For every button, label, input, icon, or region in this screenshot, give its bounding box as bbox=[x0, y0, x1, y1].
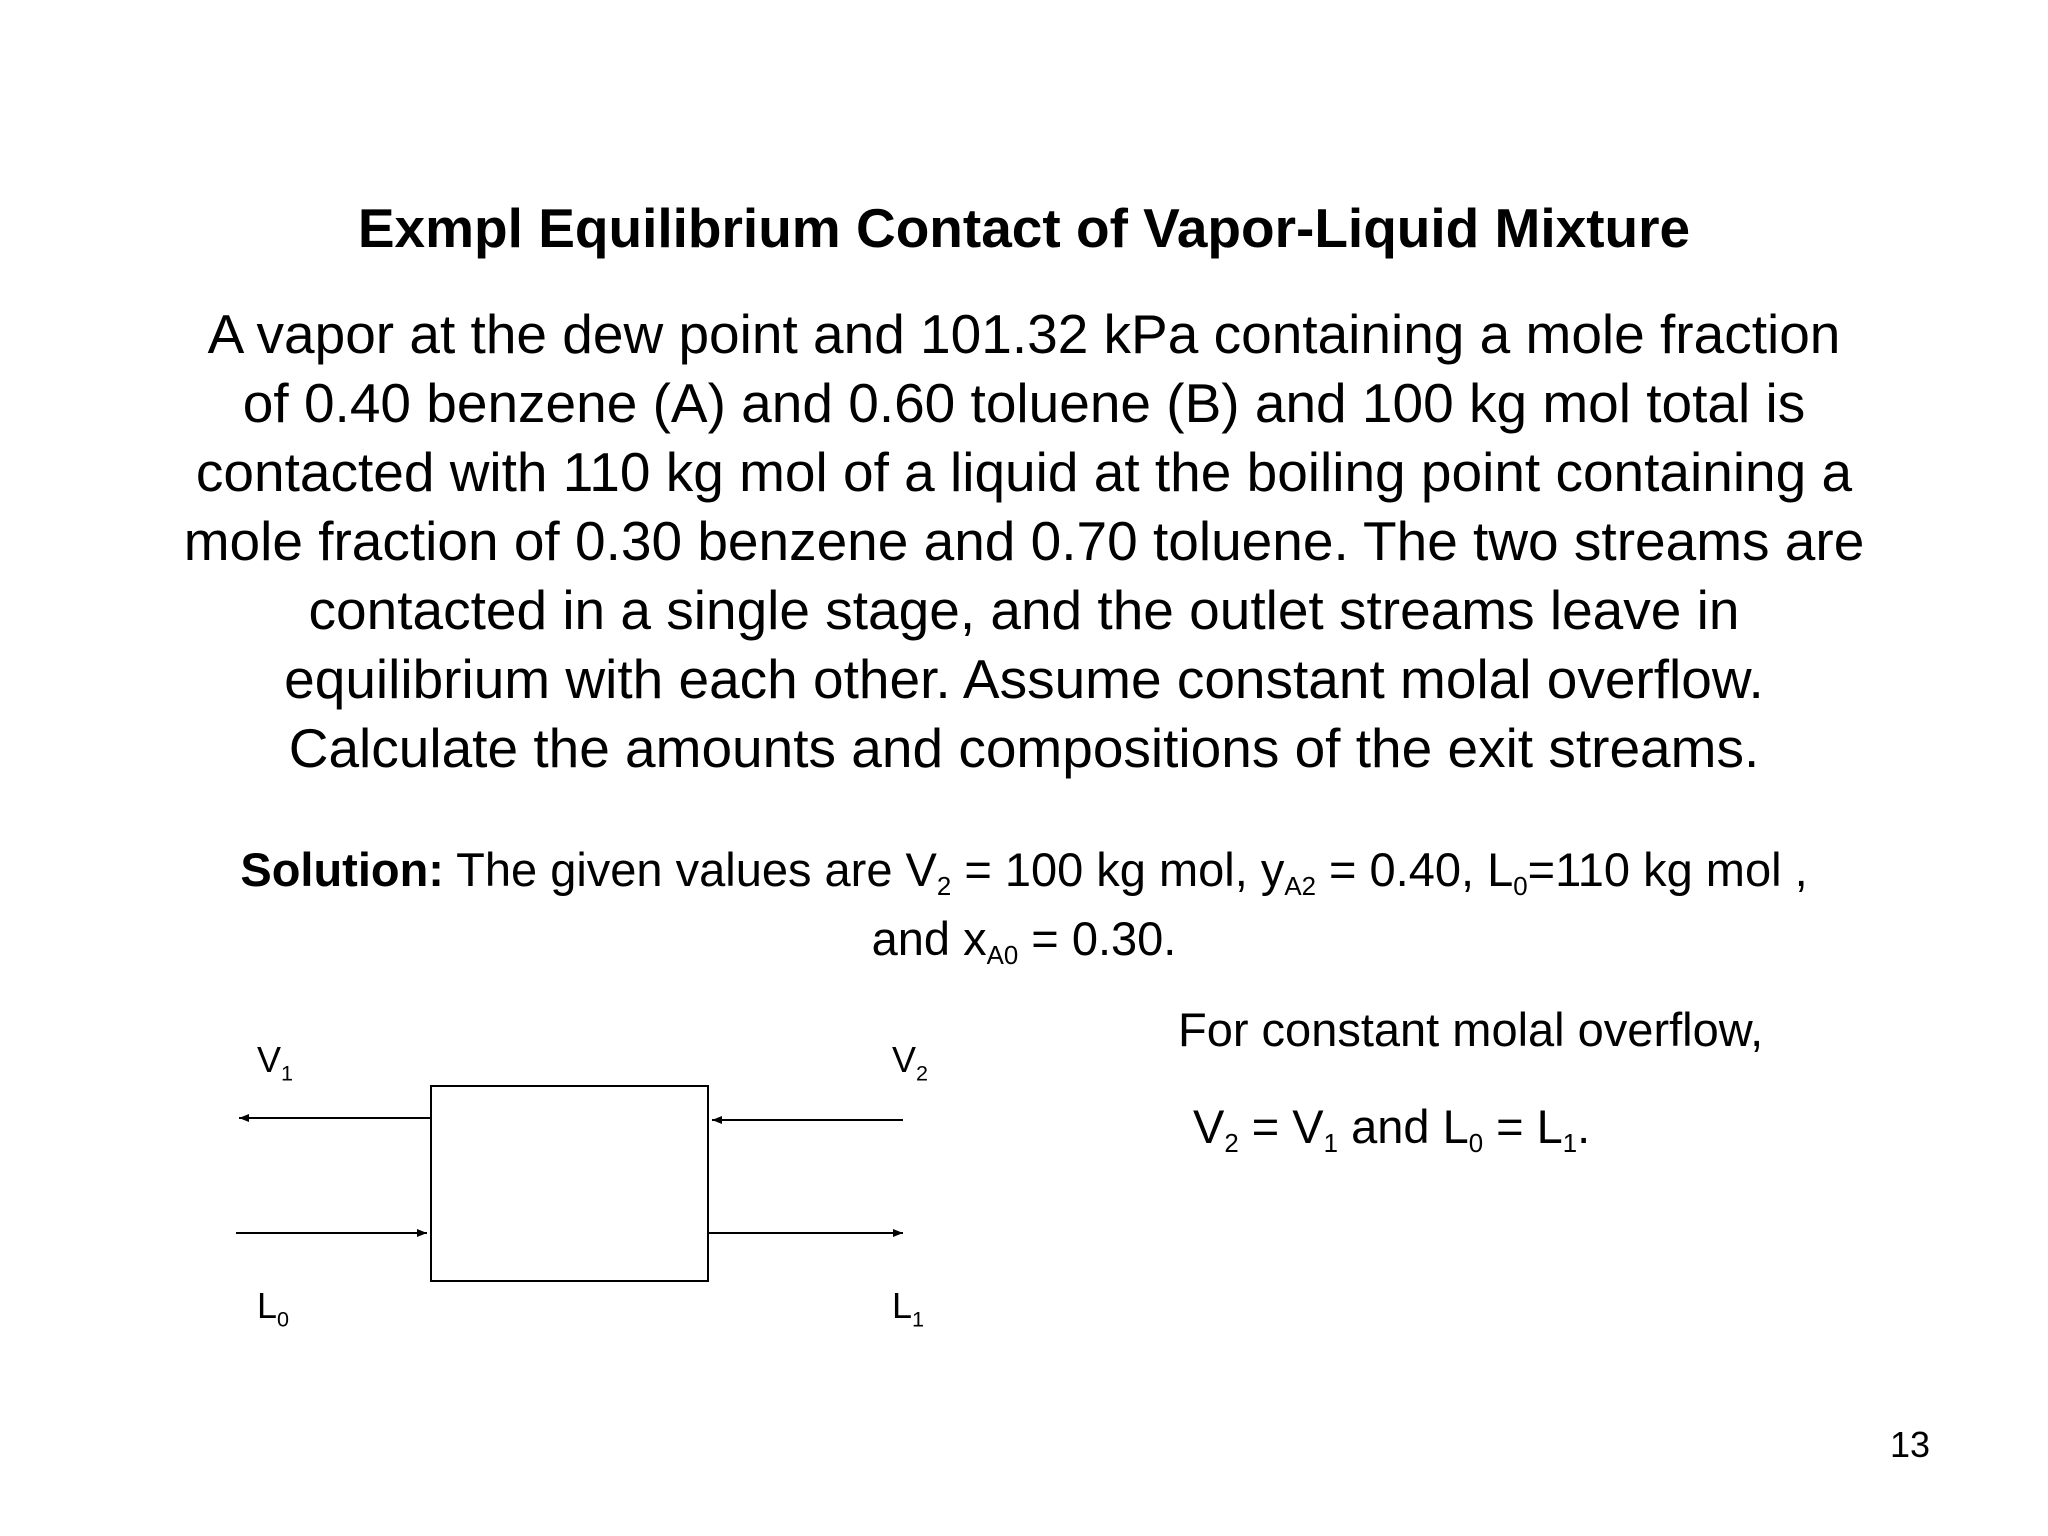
subscript: 1 bbox=[281, 1060, 294, 1086]
subscript: 0 bbox=[1513, 873, 1528, 902]
problem-line: Calculate the amounts and compositions of the exit streams. bbox=[288, 717, 1760, 779]
label-l0 bbox=[257, 1285, 290, 1332]
subscript: 1 bbox=[1323, 1130, 1339, 1159]
subscript: 0 bbox=[277, 1306, 290, 1332]
page-number: 13 bbox=[1890, 1424, 1931, 1465]
subscript: 1 bbox=[1562, 1130, 1578, 1159]
constant-molal-overflow-intro: For constant molal overflow, bbox=[1178, 1003, 1764, 1056]
problem-line: contacted with 110 kg mol of a liquid at the boiling point containing a bbox=[195, 441, 1853, 503]
label-main: V bbox=[257, 1039, 282, 1080]
problem-line: equilibrium with each other. Assume constant molal overflow. bbox=[284, 648, 1764, 710]
subscript: 0 bbox=[1468, 1130, 1484, 1159]
constant-molal-overflow-equation bbox=[1193, 1097, 1590, 1157]
solution-label: Solution: bbox=[240, 843, 444, 896]
label-v1 bbox=[257, 1039, 294, 1086]
solution-text-part: = 0.30. bbox=[1018, 912, 1177, 965]
equation-part: and L bbox=[1338, 1100, 1469, 1153]
equation-part: = V bbox=[1238, 1100, 1324, 1153]
problem-line: mole fraction of 0.30 benzene and 0.70 toluene. The two streams are bbox=[183, 510, 1865, 572]
equation-part: = L bbox=[1483, 1100, 1563, 1153]
label-main: L bbox=[892, 1285, 913, 1326]
solution-text-part: = 100 kg mol, y bbox=[951, 843, 1285, 896]
subscript: A0 bbox=[986, 942, 1019, 971]
subscript: 2 bbox=[936, 873, 952, 902]
equation-part: V bbox=[1193, 1100, 1225, 1153]
solution-text-part: =110 kg mol , and x bbox=[871, 843, 1808, 965]
label-l1 bbox=[892, 1285, 925, 1332]
subscript: 1 bbox=[912, 1306, 925, 1332]
subscript: 2 bbox=[1224, 1130, 1239, 1159]
problem-line: of 0.40 benzene (A) and 0.60 toluene (B) and 100 kg mol total is bbox=[242, 372, 1806, 434]
stage-box bbox=[431, 1086, 708, 1281]
label-main: L bbox=[257, 1285, 278, 1326]
label-main: V bbox=[892, 1039, 917, 1080]
problem-line: contacted in a single stage, and the outlet streams leave in bbox=[308, 579, 1740, 641]
solution-text-part: = 0.40, L bbox=[1315, 843, 1514, 896]
solution-text-part: The given values are V bbox=[443, 843, 937, 896]
problem-line: A vapor at the dew point and 101.32 kPa containing a mole fraction bbox=[207, 303, 1841, 365]
slide-title: Exmpl Equilibrium Contact of Vapor-Liquid Mixture bbox=[357, 197, 1691, 259]
subscript: 2 bbox=[916, 1060, 929, 1086]
equation-part: . bbox=[1577, 1100, 1591, 1153]
label-v2 bbox=[892, 1039, 929, 1086]
subscript: A2 bbox=[1284, 873, 1316, 902]
